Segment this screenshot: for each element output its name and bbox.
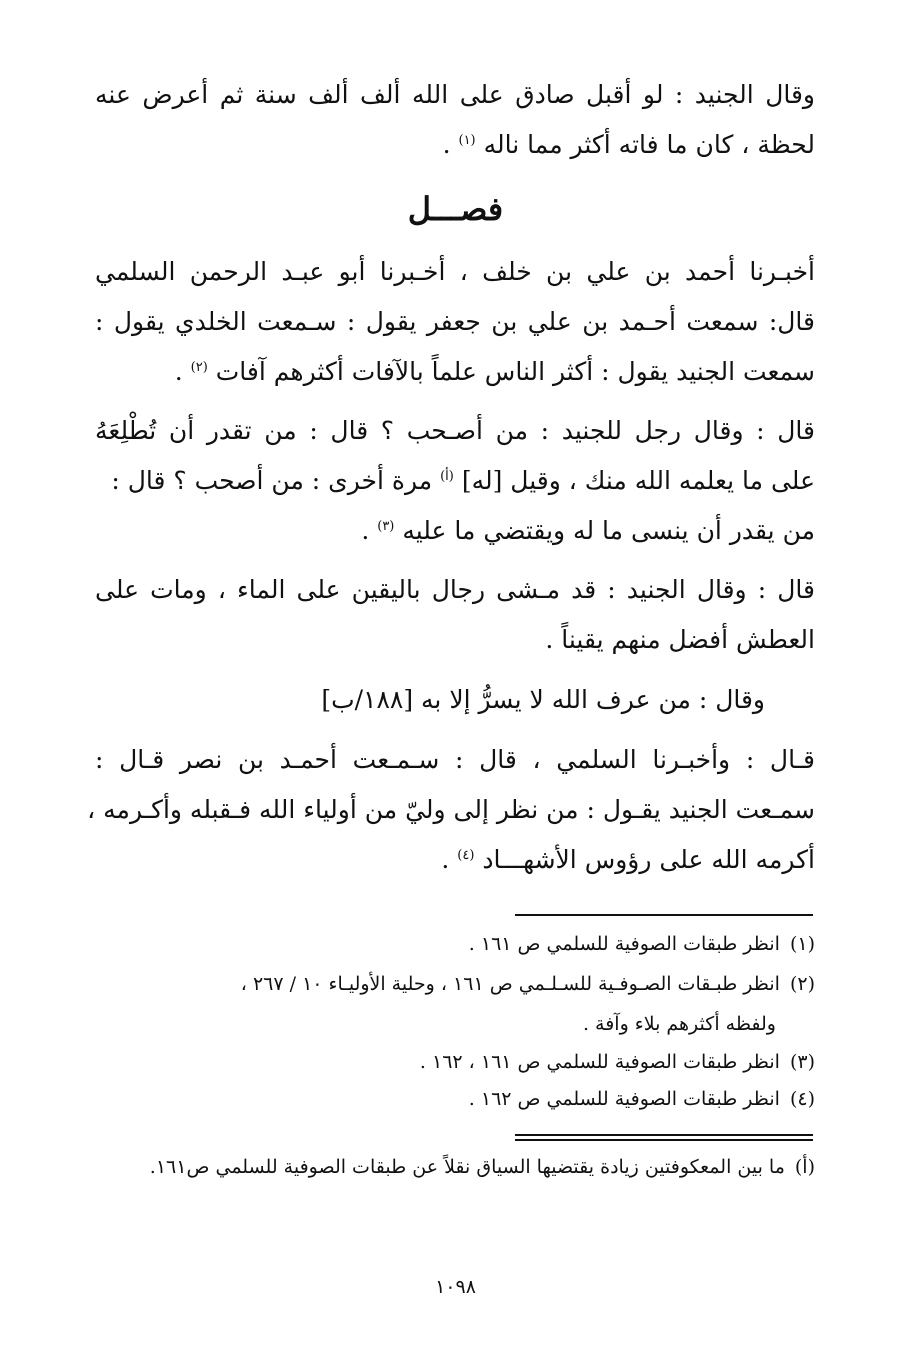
para1-line2-end: . [442,130,459,159]
para5-line1: وقال : من عرف الله لا يسرُّ إلا به [١٨٨/ب] [321,685,765,714]
footnote-2-number: (٢) [789,973,815,995]
para2-line3-text: سمعت الجنيد يقول : أكثر الناس علماً بالآفات أكثرهم آفات [215,357,815,386]
para3-line1: قال : وقال رجل للجنيد : من أصـحب ؟ قال : من تقدر أن تُطْلِعَهُ [95,416,815,445]
editor-note-rule-top [515,1134,813,1136]
footnote-ref-4: (٤) [457,848,475,863]
footnote-1-text: انظر طبقات الصوفية للسلمي ص ١٦١ . [468,933,780,955]
editor-note-rule-bottom [515,1139,813,1141]
para4-line1: قال : وقال الجنيد : قد مـشى رجال باليقين على الماء ، ومات على [95,575,815,604]
footnote-ref-3: (٣) [377,519,395,534]
editor-ref-a: (أ) [440,469,454,484]
para2-line3 [95,355,815,389]
para3-line3 [95,514,815,548]
footnote-4-number: (٤) [789,1088,815,1110]
para3-line3-end: . [361,516,378,545]
para3-line3-text: من يقدر أن ينسى ما له ويقتضي ما عليه [402,516,815,545]
para3-line2 [95,464,815,498]
para2-line1: أخبـرنا أحمد بن علي بن خلف ، أخـبرنا أبو عبـد الرحمن السلمي [95,257,815,286]
footnote-1-number: (١) [789,933,815,955]
para1-line2-text: لحظة ، كان ما فاته أكثر مما ناله [483,130,815,159]
footnote-3-text: انظر طبقات الصوفية للسلمي ص ١٦١ ، ١٦٢ . [419,1051,780,1073]
footnote-ref-2: (٢) [190,360,208,375]
para6-line3-end: . [441,845,458,874]
footnote-2-text: انظر طبـقات الصـوفـية للسـلـمي ص ١٦١ ، وحلية الأوليـاء ١٠ / ٢٦٧ ، [240,973,780,995]
para6-line3 [95,843,815,877]
footnote-2-continuation: ولفظه أكثرهم بلاء وآفة . [582,1013,776,1035]
page-number: ١٠٩٨ [435,1276,476,1298]
footnote-separator [515,914,813,916]
para2-line2: قال: سمعت أحـمد بن علي بن جعفر يقول : سـمعت الخلدي يقول : [95,307,815,336]
para6-line1: قـال : وأخبـرنا السلمي ، قال : سـمـعت أحمـد بن نصر قـال : [95,745,815,774]
footnote-ref-1: (١) [458,133,476,148]
footnote-3 [95,1047,815,1077]
editor-note-text: ما بين المعكوفتين زيادة يقتضيها السياق نقلاً عن طبقات الصوفية للسلمي ص١٦١. [149,1156,785,1178]
footnote-4 [95,1084,815,1114]
para3-line2-text-a: على ما يعلمه الله منك ، وقيل [له] [461,466,815,495]
footnote-4-text: انظر طبقات الصوفية للسلمي ص ١٦٢ . [468,1088,780,1110]
para6-line3-text: أكرمه الله على رؤوس الأشهـــاد [482,845,815,874]
footnote-1 [95,929,815,959]
para2-line3-end: . [174,357,191,386]
editor-note-number: (أ) [794,1156,815,1178]
para4-line2: العطش أفضل منهم يقيناً . [545,625,815,654]
para1-line2 [95,128,815,162]
footnote-3-number: (٣) [789,1051,815,1073]
para1-line1: وقال الجنيد : لو أقبل صادق على الله ألف ألف سنة ثم أعرض عنه [95,80,815,109]
para6-line2: سمـعت الجنيد يقـول : من نظر إلى وليّ من أولياء الله فـقبله وأكـرمه ، [87,795,815,824]
footnote-2 [95,969,815,999]
para3-line2-text-b: مرة أخرى : من أصحب ؟ قال : [111,466,441,495]
editor-note [95,1152,815,1182]
section-heading: فصـــل [407,190,504,228]
